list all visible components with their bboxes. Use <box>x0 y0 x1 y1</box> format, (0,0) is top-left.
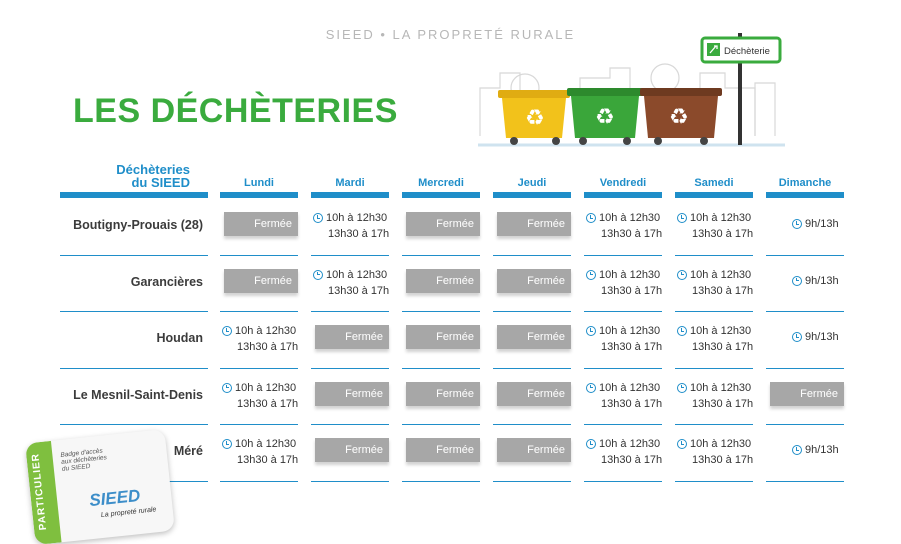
hours-morning: 10h à 12h30 <box>690 212 752 224</box>
row-separator <box>311 255 389 256</box>
row-separator <box>675 311 753 312</box>
row-separator <box>493 424 571 425</box>
row-separator <box>766 481 844 482</box>
row-separator <box>60 424 208 425</box>
hours-morning: 10h à 12h30 <box>326 268 388 281</box>
opening-hours <box>677 267 753 299</box>
row-separator <box>311 311 389 312</box>
row-separator <box>402 481 480 482</box>
row-separator <box>493 311 571 312</box>
row-separator <box>60 311 208 312</box>
clock-icon <box>222 439 232 449</box>
hours-morning: 10h à 12h30 <box>690 438 752 450</box>
site-name: Houdan <box>156 331 203 345</box>
clock-icon <box>677 439 687 449</box>
hours-text: 9h/13h <box>805 274 839 287</box>
hours-morning: 10h à 12h30 <box>599 268 661 281</box>
opening-hours <box>313 267 389 299</box>
opening-hours <box>677 436 753 468</box>
hours-morning: 10h à 12h30 <box>599 325 661 337</box>
hours-morning: 10h à 12h30 <box>690 268 752 281</box>
opening-hours <box>586 380 662 412</box>
day-header: Lundi <box>220 162 298 198</box>
card-band-text: PARTICULIER <box>30 452 50 531</box>
closed-badge: Fermée <box>406 382 480 406</box>
hours-morning: 10h à 12h30 <box>690 381 752 394</box>
clock-icon <box>792 276 802 286</box>
opening-hours <box>586 323 662 355</box>
closed-badge: Fermée <box>315 382 389 406</box>
row-separator <box>220 311 298 312</box>
hours-morning: 10h à 12h30 <box>235 438 297 450</box>
row-separator <box>220 481 298 482</box>
row-separator <box>220 424 298 425</box>
hours-afternoon: 13h30 à 17h <box>601 284 663 297</box>
row-separator <box>311 368 389 369</box>
row-separator <box>675 424 753 425</box>
corner-label-line1: Déchèteries <box>116 162 190 177</box>
page-title: LES DÉCHÈTERIES <box>73 92 398 130</box>
row-separator <box>220 255 298 256</box>
row-separator <box>766 311 844 312</box>
row-separator <box>584 481 662 482</box>
card-text: Badge d'accès aux déchèteries du SIEED <box>60 447 108 473</box>
hours-afternoon: 13h30 à 17h <box>601 397 663 410</box>
row-separator <box>766 424 844 425</box>
row-separator <box>402 424 480 425</box>
card-subtitle: La propreté rurale <box>100 506 157 520</box>
row-separator <box>60 255 208 256</box>
closed-badge: Fermée <box>770 382 844 406</box>
closed-badge: Fermée <box>497 212 571 236</box>
closed-badge: Fermée <box>315 438 389 462</box>
clock-icon <box>792 332 802 342</box>
recycle-icon: ♻ <box>595 105 615 130</box>
opening-hours <box>313 210 389 242</box>
opening-hours <box>792 331 839 343</box>
opening-hours <box>586 210 662 242</box>
row-separator <box>675 481 753 482</box>
hours-afternoon: 13h30 à 17h <box>601 454 663 466</box>
hours-afternoon: 13h30 à 17h <box>237 454 299 466</box>
clock-icon <box>677 383 687 393</box>
hours-afternoon: 13h30 à 17h <box>601 341 663 353</box>
hours-afternoon: 13h30 à 17h <box>692 341 754 353</box>
closed-badge: Fermée <box>406 438 480 462</box>
closed-badge: Fermée <box>406 325 480 349</box>
row-separator <box>584 311 662 312</box>
row-separator <box>60 368 208 369</box>
hours-morning: 10h à 12h30 <box>235 381 297 394</box>
hours-afternoon: 13h30 à 17h <box>692 228 754 240</box>
card-logo: SIEED <box>88 485 142 511</box>
clock-icon <box>792 219 802 229</box>
clock-icon <box>586 326 596 336</box>
clock-icon <box>586 270 596 280</box>
closed-badge: Fermée <box>497 325 571 349</box>
hours-morning: 10h à 12h30 <box>326 212 388 224</box>
opening-hours <box>792 218 839 230</box>
row-separator <box>584 368 662 369</box>
schedule-table <box>60 162 850 482</box>
hours-morning: 10h à 12h30 <box>235 325 297 337</box>
opening-hours <box>222 436 298 468</box>
clock-icon <box>586 213 596 223</box>
clock-icon <box>313 213 323 223</box>
day-header: Vendredi <box>584 162 662 198</box>
clock-icon <box>677 326 687 336</box>
opening-hours <box>677 210 753 242</box>
site-name: Boutigny-Prouais (28) <box>73 218 203 232</box>
site-name: Garancières <box>130 274 203 289</box>
row-separator <box>675 368 753 369</box>
hours-text: 9h/13h <box>805 218 839 230</box>
closed-badge: Fermée <box>224 269 298 293</box>
opening-hours <box>792 444 839 456</box>
closed-badge: Fermée <box>497 382 571 406</box>
row-separator <box>584 255 662 256</box>
hours-morning: 10h à 12h30 <box>599 381 661 394</box>
clock-icon <box>313 270 323 280</box>
recycle-icon: ♻ <box>525 106 545 131</box>
hours-afternoon: 13h30 à 17h <box>692 454 754 466</box>
row-separator <box>766 255 844 256</box>
hours-afternoon: 13h30 à 17h <box>328 228 390 240</box>
site-name: Le Mesnil-Saint-Denis <box>73 387 203 402</box>
row-separator <box>402 255 480 256</box>
hours-afternoon: 13h30 à 17h <box>692 397 754 410</box>
clock-icon <box>792 445 802 455</box>
day-header: Samedi <box>675 162 753 198</box>
hours-afternoon: 13h30 à 17h <box>237 397 299 410</box>
bins-illustration <box>470 28 790 153</box>
closed-badge: Fermée <box>406 269 480 293</box>
opening-hours <box>586 267 662 299</box>
access-badge-card <box>25 429 175 544</box>
opening-hours <box>792 275 839 287</box>
clock-icon <box>677 270 687 280</box>
bins-illustration-svg <box>470 28 790 153</box>
hours-afternoon: 13h30 à 17h <box>692 284 754 297</box>
day-header: Mardi <box>311 162 389 198</box>
closed-badge: Fermée <box>406 212 480 236</box>
clock-icon <box>586 383 596 393</box>
opening-hours <box>222 323 298 355</box>
hours-morning: 10h à 12h30 <box>599 212 661 224</box>
day-header: Mercredi <box>402 162 480 198</box>
row-separator <box>402 368 480 369</box>
row-separator <box>584 424 662 425</box>
hours-afternoon: 13h30 à 17h <box>328 284 390 297</box>
row-separator <box>766 368 844 369</box>
hours-morning: 10h à 12h30 <box>599 438 661 450</box>
hours-text: 9h/13h <box>805 444 839 456</box>
closed-badge: Fermée <box>224 212 298 236</box>
row-separator <box>402 311 480 312</box>
row-separator <box>311 424 389 425</box>
closed-badge: Fermée <box>497 438 571 462</box>
hours-afternoon: 13h30 à 17h <box>601 228 663 240</box>
row-separator <box>493 481 571 482</box>
opening-hours <box>586 436 662 468</box>
hours-text: 9h/13h <box>805 331 839 343</box>
opening-hours <box>677 323 753 355</box>
opening-hours <box>677 380 753 412</box>
clock-icon <box>222 383 232 393</box>
closed-badge: Fermée <box>315 325 389 349</box>
clock-icon <box>677 213 687 223</box>
header-tagline: SIEED • LA PROPRETÉ RURALE <box>325 27 576 42</box>
hours-morning: 10h à 12h30 <box>690 325 752 337</box>
opening-hours <box>222 380 298 412</box>
corner-label-line2: du SIEED <box>131 175 190 190</box>
clock-icon <box>586 439 596 449</box>
row-separator <box>493 368 571 369</box>
row-separator <box>675 255 753 256</box>
row-separator <box>493 255 571 256</box>
sign-label: Déchèterie <box>724 46 770 57</box>
day-header: Dimanche <box>766 162 844 198</box>
site-name: Méré <box>173 444 203 458</box>
row-separator <box>311 481 389 482</box>
row-separator <box>220 368 298 369</box>
day-header: Jeudi <box>493 162 571 198</box>
hours-afternoon: 13h30 à 17h <box>237 341 299 353</box>
closed-badge: Fermée <box>497 269 571 293</box>
recycle-icon: ♻ <box>669 105 689 130</box>
corner-header <box>60 162 208 198</box>
clock-icon <box>222 326 232 336</box>
